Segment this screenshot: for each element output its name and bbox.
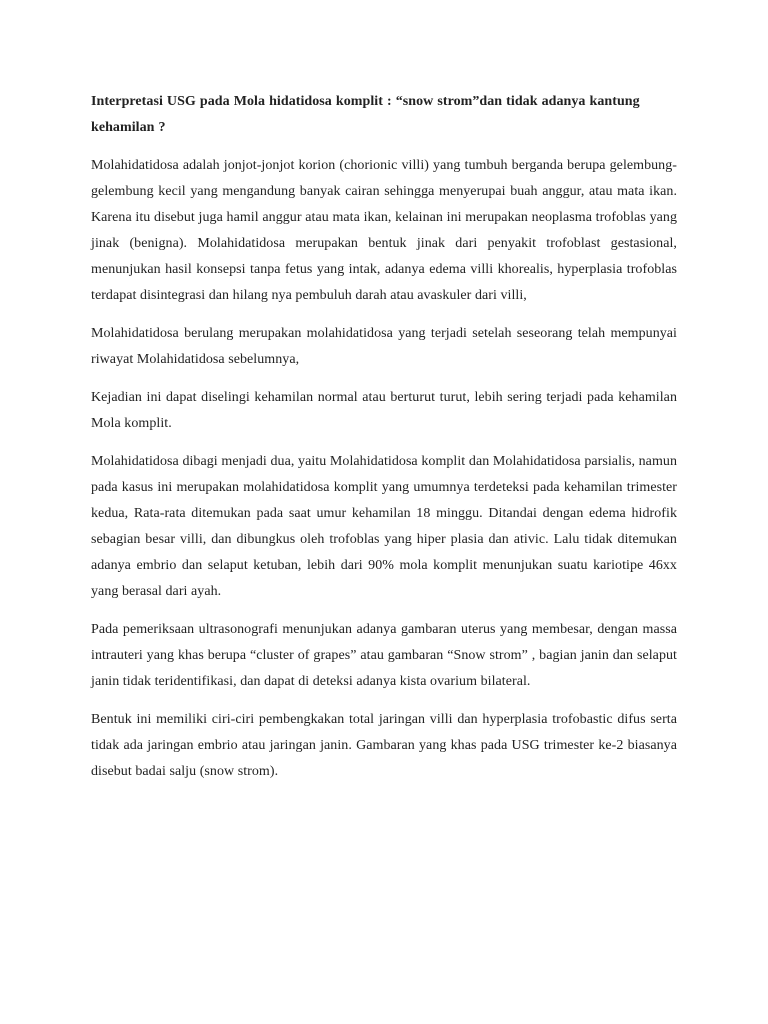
paragraph-recurrent: Molahidatidosa berulang merupakan molahidatidosa yang terjadi setelah seseorang telah mempunyai riwayat Molahidatidosa sebelumnya, [91,326,677,367]
paragraph-characteristics: Bentuk ini memiliki ciri-ciri pembengkakan total jaringan villi dan hyperplasia trofobastic difus serta tidak ada jaringan embrio atau jaringan janin. Gambaran yang khas pada USG trimester ke-2 biasanya disebut badai salju (snow strom). [91,712,677,779]
document-page [91,89,677,797]
paragraph-ultrasonography: Pada pemeriksaan ultrasonografi menunjukan adanya gambaran uterus yang membesar, dengan massa intrauteri yang khas berupa “cluster of grapes” atau gambaran “Snow strom” , bagian janin dan selaput janin tidak teridentifikasi, dan dapat di deteksi adanya kista ovarium bilateral. [91,622,677,689]
document-heading: Interpretasi USG pada Mola hidatidosa komplit : “snow strom”dan tidak adanya kantung kehamilan ? [91,94,640,135]
paragraph-occurrence: Kejadian ini dapat diselingi kehamilan normal atau berturut turut, lebih sering terjadi pada kehamilan Mola komplit. [91,390,677,431]
paragraph-definition: Molahidatidosa adalah jonjot-jonjot korion (chorionic villi) yang tumbuh berganda berupa gelembung-gelembung kecil yang mengandung banyak cairan sehingga menyerupai buah anggur, atau mata ikan. Karena itu disebut juga hamil anggur atau mata ikan, kelainan ini merupakan neoplasma trofoblas yang jinak (benigna). Molahidatidosa merupakan bentuk jinak dari penyakit trofoblast gestasional, menunjukan hasil konsepsi tanpa fetus yang intak, adanya edema villi khorealis, hyperplasia trofoblas terdapat disintegrasi dan hilang nya pembuluh darah atau avaskuler dari villi, [91,158,677,303]
paragraph-classification: Molahidatidosa dibagi menjadi dua, yaitu Molahidatidosa komplit dan Molahidatidosa parsialis, namun pada kasus ini merupakan molahidatidosa komplit yang umumnya terdeteksi pada kehamilan trimester kedua, Rata-rata ditemukan pada saat umur kehamilan 18 minggu. Ditandai dengan edema hidrofik sebagian besar villi, dan dibungkus oleh trofoblas yang hiper plasia dan ativic. Lalu tidak ditemukan adanya embrio dan selaput ketuban, lebih dari 90% mola komplit menunjukan suatu kariotipe 46xx yang berasal dari ayah. [91,454,677,599]
